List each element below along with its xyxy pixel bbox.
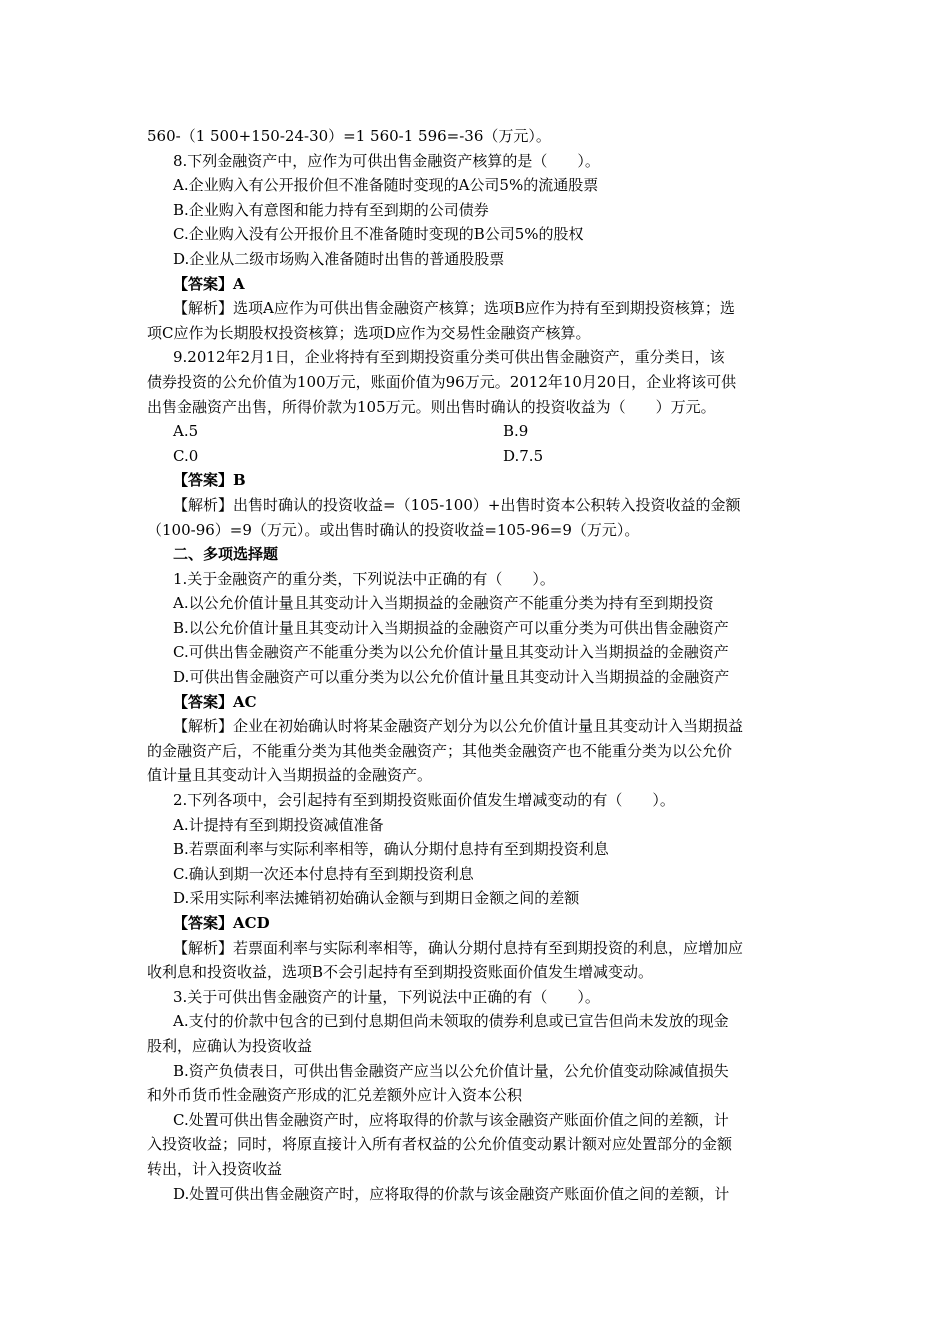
answer-line: 【答案】A xyxy=(173,274,245,293)
option-a: A.计提持有至到期投资减值准备 xyxy=(173,815,384,834)
question-2-stem: 2.下列各项中，会引起持有至到期投资账面价值发生增减变动的有（ ）。 xyxy=(173,791,675,810)
option-a: A.支付的价款中包含的已到付息期但尚未领取的债券利息或已宣告但尚未发放的现金 xyxy=(173,1012,729,1031)
options-row xyxy=(147,419,817,444)
question-8-stem: 8.下列金融资产中，应作为可供出售金融资产核算的是（ ）。 xyxy=(173,151,600,170)
option-a: A.以公允价值计量且其变动计入当期损益的金融资产不能重分类为持有至到期投资 xyxy=(173,594,714,613)
option-b: B.企业购入有意图和能力持有至到期的公司债券 xyxy=(173,200,489,219)
option-c: C.可供出售金融资产不能重分类为以公允价值计量且其变动计入当期损益的金融资产 xyxy=(173,643,729,662)
option-c-cont: 入投资收益；同时，将原直接计入所有者权益的公允价值变动累计额对应处置部分的金额 xyxy=(147,1135,733,1154)
option-c: C.处置可供出售金融资产时，应将取得的价款与该金融资产账面价值之间的差额，计 xyxy=(173,1110,729,1129)
analysis-line: 【解析】出售时确认的投资收益=（105-100）+出售时资本公积转入投资收益的金额 xyxy=(173,495,741,514)
analysis-line: （100-96）=9（万元）。或出售时确认的投资收益=105-96=9（万元）。 xyxy=(147,520,640,539)
options-row xyxy=(147,444,817,469)
answer-line: 【答案】B xyxy=(173,471,246,490)
option-b: B.若票面利率与实际利率相等，确认分期付息持有至到期投资利息 xyxy=(173,840,609,859)
option-c: C.确认到期一次还本付息持有至到期投资利息 xyxy=(173,864,474,883)
question-3-stem: 3.关于可供出售金融资产的计量，下列说法中正确的有（ ）。 xyxy=(173,987,600,1006)
option-b: B.资产负债表日，可供出售金融资产应当以公允价值计量，公允价值变动除减值损失 xyxy=(173,1061,729,1080)
section-heading: 二、多项选择题 xyxy=(173,545,279,564)
analysis-line: 的金融资产后，不能重分类为其他类金融资产；其他类金融资产也不能重分类为以公允价 xyxy=(147,741,733,760)
option-d: D.企业从二级市场购入准备随时出售的普通股股票 xyxy=(173,249,505,268)
option-b: B.9 xyxy=(503,422,529,441)
option-c: C.企业购入没有公开报价且不准备随时变现的B公司5%的股权 xyxy=(173,225,584,244)
document-page xyxy=(147,124,817,1206)
option-b-cont: 和外币货币性金融资产形成的汇兑差额外应计入资本公积 xyxy=(147,1086,523,1105)
option-d: D.可供出售金融资产可以重分类为以公允价值计量且其变动计入当期损益的金融资产 xyxy=(173,668,730,687)
analysis-line: 【解析】若票面利率与实际利率相等，确认分期付息持有至到期投资的利息，应增加应 xyxy=(173,938,744,957)
analysis-line: 【解析】企业在初始确认时将某金融资产划分为以公允价值计量且其变动计入当期损益 xyxy=(173,717,744,736)
option-d: D.处置可供出售金融资产时，应将取得的价款与该金融资产账面价值之间的差额，计 xyxy=(173,1184,730,1203)
analysis-line: 收利息和投资收益，选项B不会引起持有至到期投资账面价值发生增减变动。 xyxy=(147,963,654,982)
option-c: C.0 xyxy=(173,446,199,465)
analysis-line: 值计量且其变动计入当期损益的金融资产。 xyxy=(147,766,433,785)
answer-line: 【答案】AC xyxy=(173,692,257,711)
option-a: A.5 xyxy=(173,422,199,441)
option-a-cont: 股利，应确认为投资收益 xyxy=(147,1036,313,1055)
answer-line: 【答案】ACD xyxy=(173,914,270,932)
option-a: A.企业购入有公开报价但不准备随时变现的A公司5%的流通股票 xyxy=(173,176,599,195)
option-d: D.采用实际利率法摊销初始确认金额与到期日金额之间的差额 xyxy=(173,889,580,908)
option-c-cont: 转出，计入投资收益 xyxy=(147,1159,283,1178)
text-line: 560-（1 500+150-24-30）=1 560-1 596=-36（万元）。 xyxy=(147,127,551,145)
question-9-stem: 出售金融资产出售，所得价款为105万元。则出售时确认的投资收益为（ ）万元。 xyxy=(147,397,716,416)
question-1-stem: 1.关于金融资产的重分类，下列说法中正确的有（ ）。 xyxy=(173,569,555,588)
option-b: B.以公允价值计量且其变动计入当期损益的金融资产可以重分类为可供出售金融资产 xyxy=(173,618,729,637)
analysis-line: 项C应作为长期股权投资核算；选项D应作为交易性金融资产核算。 xyxy=(147,323,591,342)
question-9-stem: 债券投资的公允价值为100万元，账面价值为96万元。2012年10月20日，企业将该可供 xyxy=(147,372,737,391)
option-d: D.7.5 xyxy=(503,446,544,465)
analysis-line: 【解析】选项A应作为可供出售金融资产核算；选项B应作为持有至到期投资核算；选 xyxy=(173,299,735,318)
question-9-stem: 9.2012年2月1日，企业将持有至到期投资重分类可供出售金融资产，重分类日，该 xyxy=(173,348,725,367)
